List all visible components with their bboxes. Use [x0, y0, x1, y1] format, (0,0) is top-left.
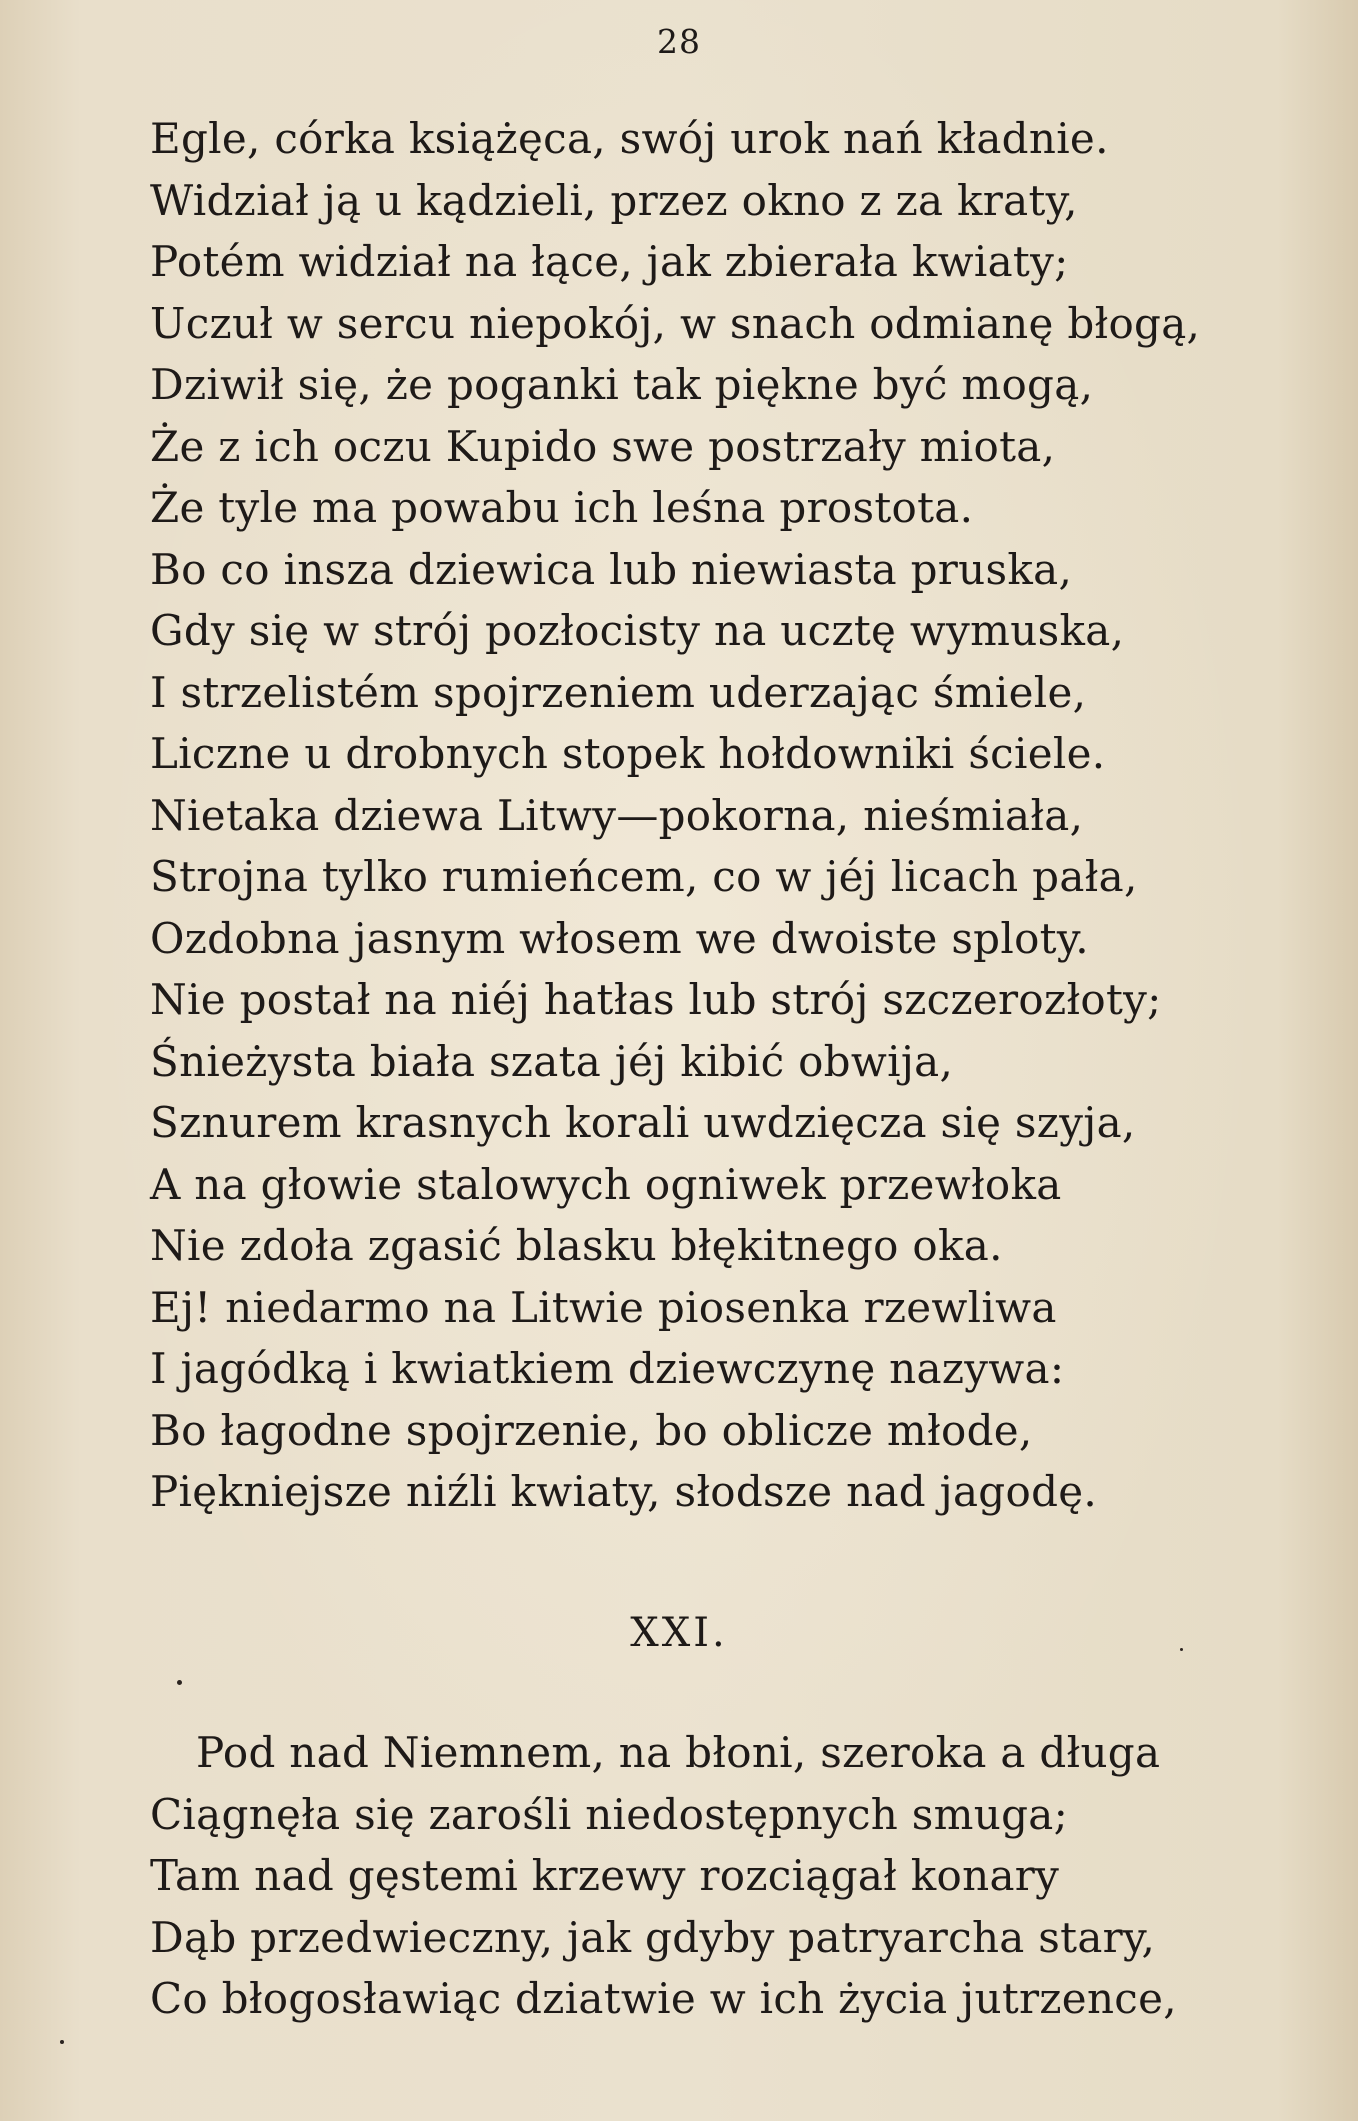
section-heading: XXI. — [630, 1610, 728, 1656]
verse-line: Ej! niedarmo na Litwie piosenka rzewliwa — [150, 1282, 1057, 1332]
verse-line: Ciągnęła się zarośli niedostępnych smuga; — [150, 1789, 1069, 1839]
poem-stanza-1 — [150, 108, 1290, 1523]
verse-line: Że z ich oczu Kupido swe postrzały miota, — [150, 421, 1056, 471]
print-speck — [60, 2040, 64, 2044]
verse-line: Śnieżysta biała szata jéj kibić obwija, — [150, 1036, 954, 1086]
verse-line: Nietaka dziewa Litwy—pokorna, nieśmiała, — [150, 790, 1084, 840]
verse-line: Tam nad gęstemi krzewy rozciągał konary — [150, 1851, 1060, 1900]
verse-line: Gdy się w strój pozłocisty na ucztę wymuska, — [150, 606, 1125, 655]
verse-line: Piękniejsze niźli kwiaty, słodsze nad jagodę. — [150, 1467, 1098, 1516]
print-speck — [1180, 1648, 1183, 1651]
verse-line: Widział ją u kądzieli, przez okno z za kraty, — [150, 175, 1078, 225]
verse-line: Nie postał na niéj hatłas lub strój szczerozłoty; — [150, 975, 1162, 1024]
verse-line: Bo łagodne spojrzenie, bo oblicze młode, — [150, 1405, 1033, 1455]
verse-line: Sznurem krasnych korali uwdzięcza się szyja, — [150, 1098, 1136, 1147]
verse-line: Nie zdoła zgasić blasku błękitnego oka. — [150, 1221, 1003, 1270]
print-speck — [177, 1680, 182, 1685]
verse-line: Dąb przedwieczny, jak gdyby patryarcha stary, — [150, 1912, 1156, 1962]
page-number: 28 — [657, 22, 701, 61]
verse-line: Co błogosławiąc dziatwie w ich życia jutrzence, — [150, 1974, 1177, 2023]
verse-line: Ozdobna jasnym włosem we dwoiste sploty. — [150, 913, 1089, 963]
verse-line: I strzelistém spojrzeniem uderzając śmiele, — [150, 667, 1087, 717]
verse-line: Strojna tylko rumieńcem, co w jéj licach pała, — [150, 852, 1138, 901]
verse-line: Potém widział na łące, jak zbierała kwiaty; — [150, 237, 1069, 286]
poem-stanza-2 — [150, 1722, 1290, 2030]
verse-line: A na głowie stalowych ogniwek przewłoka — [150, 1159, 1062, 1209]
verse-line: Bo co insza dziewica lub niewiasta pruska, — [150, 544, 1073, 594]
verse-line: I jagódką i kwiatkiem dziewczynę nazywa: — [150, 1344, 1065, 1393]
verse-line: Liczne u drobnych stopek hołdowniki ściele. — [150, 729, 1106, 778]
verse-line: Pod nad Niemnem, na błoni, szeroka a długa — [196, 1728, 1161, 1777]
verse-line: Uczuł w sercu niepokój, w snach odmianę błogą, — [150, 298, 1201, 348]
verse-line: Że tyle ma powabu ich leśna prostota. — [150, 483, 974, 532]
verse-line: Dziwił się, że poganki tak piękne być mogą, — [150, 360, 1094, 409]
verse-line: Egle, córka książęca, swój urok nań kładnie. — [150, 114, 1109, 163]
